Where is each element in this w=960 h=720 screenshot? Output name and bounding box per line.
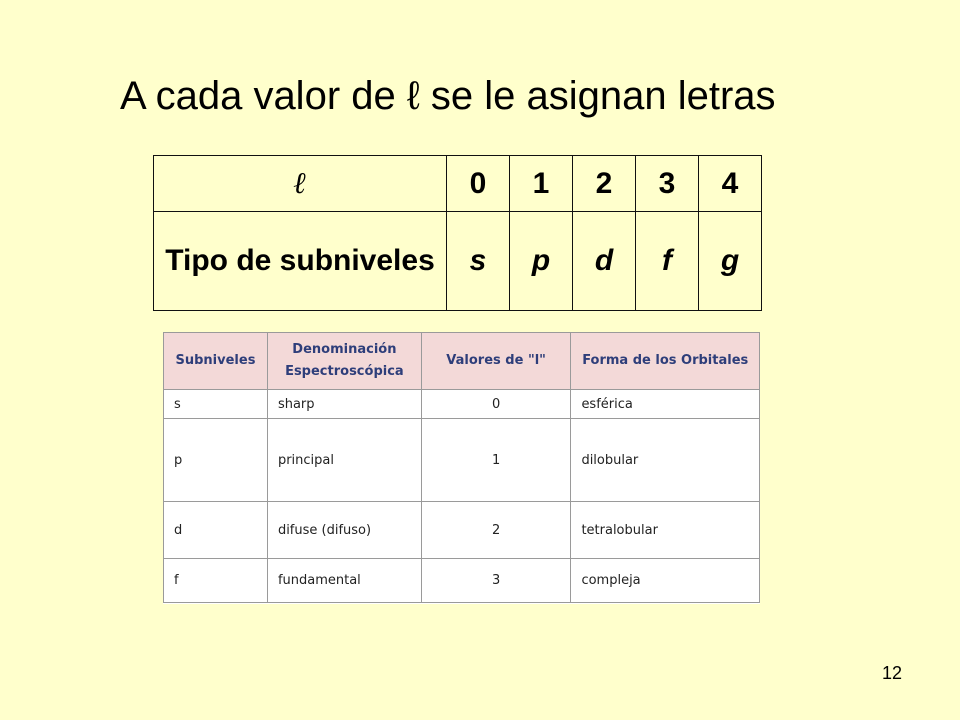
table-row xyxy=(154,212,762,311)
table-row xyxy=(164,419,760,502)
table-row xyxy=(164,559,760,603)
table-cell: 3 xyxy=(421,559,571,603)
subshell-info-table-image xyxy=(163,332,760,604)
l-value-cell: 3 xyxy=(636,156,699,212)
table-cell: tetralobular xyxy=(571,502,760,559)
l-value-cell: 4 xyxy=(699,156,762,212)
subshell-letter-cell: d xyxy=(573,212,636,311)
table-cell: 0 xyxy=(421,390,571,419)
table-row xyxy=(164,502,760,559)
page-number: 12 xyxy=(882,663,903,683)
table-cell: 1 xyxy=(421,419,571,502)
table-cell: compleja xyxy=(571,559,760,603)
table-cell: fundamental xyxy=(267,559,421,603)
l-value-cell: 1 xyxy=(510,156,573,212)
subshell-letter-cell: f xyxy=(636,212,699,311)
table-header-row xyxy=(164,333,760,390)
table-cell: esférica xyxy=(571,390,760,419)
column-header: Denominación Espectroscópica xyxy=(267,333,421,390)
column-header: Forma de los Orbitales xyxy=(571,333,760,390)
table-cell: s xyxy=(164,390,268,419)
table-row xyxy=(154,156,762,212)
subshell-letter-table xyxy=(153,155,762,311)
slide-title: A cada valor de ℓ se le asignan letras xyxy=(120,74,776,118)
subshell-letter-cell: g xyxy=(699,212,762,311)
table-cell: sharp xyxy=(267,390,421,419)
table-cell: 2 xyxy=(421,502,571,559)
table-cell: principal xyxy=(267,419,421,502)
table-cell: d xyxy=(164,502,268,559)
table-cell: dilobular xyxy=(571,419,760,502)
ell-header-cell: ℓ xyxy=(154,156,447,212)
table-cell: f xyxy=(164,559,268,603)
subshell-info-table xyxy=(163,332,760,603)
table-cell: difuse (difuso) xyxy=(267,502,421,559)
table-row xyxy=(164,390,760,419)
column-header: Valores de "l" xyxy=(421,333,571,390)
l-value-cell: 2 xyxy=(573,156,636,212)
subshell-letter-cell: s xyxy=(447,212,510,311)
subshell-type-label: Tipo de subniveles xyxy=(154,212,447,311)
subshell-letter-cell: p xyxy=(510,212,573,311)
table-cell: p xyxy=(164,419,268,502)
l-value-cell: 0 xyxy=(447,156,510,212)
column-header: Subniveles xyxy=(164,333,268,390)
